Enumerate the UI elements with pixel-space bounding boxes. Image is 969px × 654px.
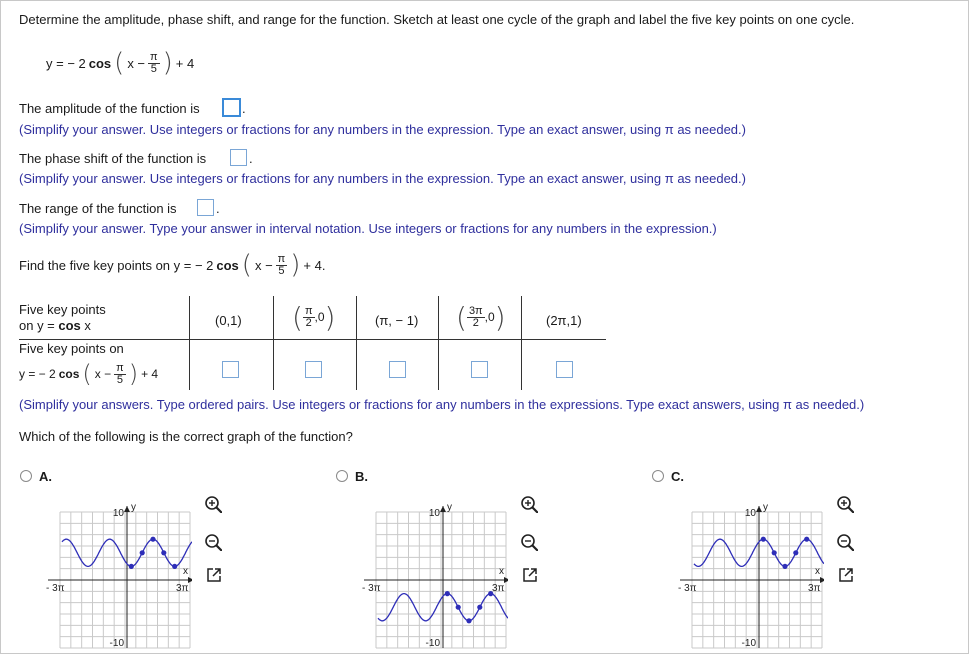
key-points-hint: (Simplify your answers. Type ordered pairs. Use integers or fractions for any numbers in the expressions. Type exact answers, using π as needed.) [19, 397, 865, 412]
table-divider [189, 296, 190, 390]
left-paren: ( [82, 360, 92, 388]
y-axis-arrow [440, 506, 446, 512]
fraction-denominator: 5 [150, 62, 157, 75]
row1-y-eq: on y = [19, 318, 59, 333]
y-tick-top-label: 10 [112, 508, 124, 519]
pi-over-5-fraction [276, 254, 288, 277]
row2-y-eq: y = − 2 [19, 367, 56, 381]
x-axis-label: x [499, 566, 504, 577]
pi-over-5-fraction [114, 363, 126, 386]
range-label: The range of the function is [19, 201, 177, 216]
key-point-2 [292, 302, 335, 332]
x-tick-pos-label: 3π [808, 583, 821, 594]
x-axis-label: x [183, 566, 188, 577]
key-point-dot [172, 564, 177, 569]
phase-shift-label: The phase shift of the function is [19, 151, 207, 166]
y-axis-arrow [124, 506, 130, 512]
range-answer-box[interactable] [197, 199, 214, 216]
x-tick-pos-label: 3π [176, 583, 189, 594]
find-x-minus: x − [254, 257, 273, 273]
option-graph [32, 500, 192, 650]
function-expression [46, 50, 194, 76]
fraction-denominator: 5 [278, 264, 285, 277]
x-tick-pos-label: 3π [492, 583, 505, 594]
phase-period: . [249, 151, 253, 166]
key-point-dot [804, 537, 809, 542]
option-graph [664, 500, 824, 650]
zoom-out-icon[interactable] [204, 533, 222, 551]
zoom-out-icon[interactable] [520, 533, 538, 551]
left-paren: ( [241, 250, 252, 280]
amplitude-label: The amplitude of the function is [19, 101, 200, 116]
option-label[interactable]: A. [39, 469, 52, 484]
key-point-answer-box-4[interactable] [471, 361, 488, 378]
key-point-dot [477, 605, 482, 610]
fraction-denominator: 5 [116, 373, 123, 386]
x-tick-neg-label: - 3π [362, 583, 381, 594]
option-a-radio[interactable] [20, 470, 32, 482]
row2-cos: cos [58, 367, 80, 381]
key-point-dot [129, 564, 134, 569]
table-divider [356, 296, 357, 390]
row1-x: x [80, 318, 91, 333]
x-tick-neg-label: - 3π [678, 583, 697, 594]
zoom-in-icon[interactable] [836, 495, 854, 513]
range-period: . [216, 201, 220, 216]
find-label: Find the five key points on y = − 2 [19, 257, 214, 273]
row2-function [19, 361, 158, 387]
open-in-new-window-icon[interactable] [837, 566, 855, 584]
find-key-points-prompt [19, 252, 325, 278]
row1-cos: cos [58, 318, 81, 333]
option-label[interactable]: B. [355, 469, 368, 484]
phase-shift-answer-box[interactable] [230, 149, 247, 166]
right-paren: ) [128, 360, 139, 388]
open-in-new-window-icon[interactable] [521, 566, 539, 584]
y-tick-bottom-label: -10 [109, 638, 124, 649]
table-divider [273, 296, 274, 390]
option-graph [348, 500, 508, 650]
key-point-3: (π, − 1) [375, 313, 419, 328]
pi-over-2-fraction [303, 306, 315, 329]
row2-label-line1: Five key points on [19, 341, 124, 356]
key-point-dot [140, 550, 145, 555]
key-point-dot [761, 537, 766, 542]
amplitude-hint: (Simplify your answer. Use integers or fractions for any numbers in the expression. Type an exact answer, using π as needed.) [19, 122, 746, 137]
row1-label [19, 302, 106, 334]
y-tick-top-label: 10 [744, 508, 756, 519]
y-axis-arrow [756, 506, 762, 512]
option-b-radio[interactable] [336, 470, 348, 482]
row2-x-minus: x − [94, 367, 112, 381]
row1-line2 [19, 318, 106, 334]
key-point-answer-box-5[interactable] [556, 361, 573, 378]
option-c-radio[interactable] [652, 470, 664, 482]
row2-plus-4: + 4 [141, 367, 159, 381]
key-point-2-rest: ,0 [314, 310, 325, 324]
y-tick-bottom-label: -10 [741, 638, 756, 649]
amplitude-answer-box[interactable] [222, 98, 241, 117]
amplitude-period: . [242, 101, 246, 116]
key-point-4-rest: ,0 [484, 310, 495, 324]
key-point-5: (2π,1) [546, 313, 582, 328]
fraction-numerator: π [304, 304, 313, 317]
row1-line1: Five key points [19, 302, 106, 317]
key-point-dot [793, 550, 798, 555]
fraction-numerator: π [277, 252, 286, 265]
zoom-in-icon[interactable] [204, 495, 222, 513]
key-point-answer-box-1[interactable] [222, 361, 239, 378]
instruction-text: Determine the amplitude, phase shift, and range for the function. Sketch at least one cycle of the graph and label the five key points on one cycle. [19, 12, 855, 27]
x-axis-label: x [815, 566, 820, 577]
fraction-numerator: π [116, 361, 124, 374]
fraction-numerator: 3π [468, 304, 483, 317]
right-paren: ) [162, 48, 173, 78]
y-tick-top-label: 10 [428, 508, 440, 519]
key-point-4 [456, 302, 506, 332]
right-paren: ) [324, 300, 336, 334]
left-paren: ( [114, 48, 125, 78]
key-point-dot [456, 605, 461, 610]
key-point-1: (0,1) [215, 313, 242, 328]
table-divider [521, 296, 522, 390]
phase-shift-hint: (Simplify your answer. Use integers or fractions for any numbers in the expression. Type an exact answer, using π as needed.) [19, 171, 746, 186]
key-point-dot [466, 618, 471, 623]
table-divider [438, 296, 439, 390]
key-point-dot [161, 550, 166, 555]
y-axis-label: y [763, 502, 768, 513]
function-plus-4: + 4 [175, 55, 195, 71]
zoom-out-icon[interactable] [836, 533, 854, 551]
left-paren: ( [292, 300, 303, 334]
x-tick-neg-label: - 3π [46, 583, 65, 594]
right-paren: ) [494, 300, 506, 334]
fraction-denominator: 2 [305, 316, 312, 329]
right-paren: ) [290, 250, 301, 280]
key-point-answer-box-3[interactable] [389, 361, 406, 378]
function-lhs: y = − 2 [46, 55, 86, 71]
left-paren: ( [456, 300, 467, 334]
range-hint: (Simplify your answer. Type your answer in interval notation. Use integers or fractions for any numbers in the expression.) [19, 221, 717, 236]
graph-question: Which of the following is the correct graph of the function? [19, 429, 353, 444]
fraction-denominator: 2 [472, 316, 479, 329]
find-plus-4: + 4. [303, 257, 326, 273]
y-axis-label: y [447, 502, 452, 513]
y-tick-bottom-label: -10 [425, 638, 440, 649]
pi-over-5-fraction [148, 52, 160, 75]
open-in-new-window-icon[interactable] [205, 566, 223, 584]
find-cos: cos [216, 257, 239, 273]
option-label[interactable]: C. [671, 469, 684, 484]
key-point-dot [150, 537, 155, 542]
function-cos: cos [88, 55, 112, 71]
3pi-over-2-fraction [467, 306, 485, 329]
function-x-minus: x − [127, 55, 146, 71]
key-point-dot [445, 591, 450, 596]
key-point-dot [782, 564, 787, 569]
y-axis-label: y [131, 502, 136, 513]
fraction-numerator: π [150, 50, 158, 63]
key-point-answer-box-2[interactable] [305, 361, 322, 378]
table-row-divider [19, 339, 606, 340]
key-point-dot [772, 550, 777, 555]
zoom-in-icon[interactable] [520, 495, 538, 513]
